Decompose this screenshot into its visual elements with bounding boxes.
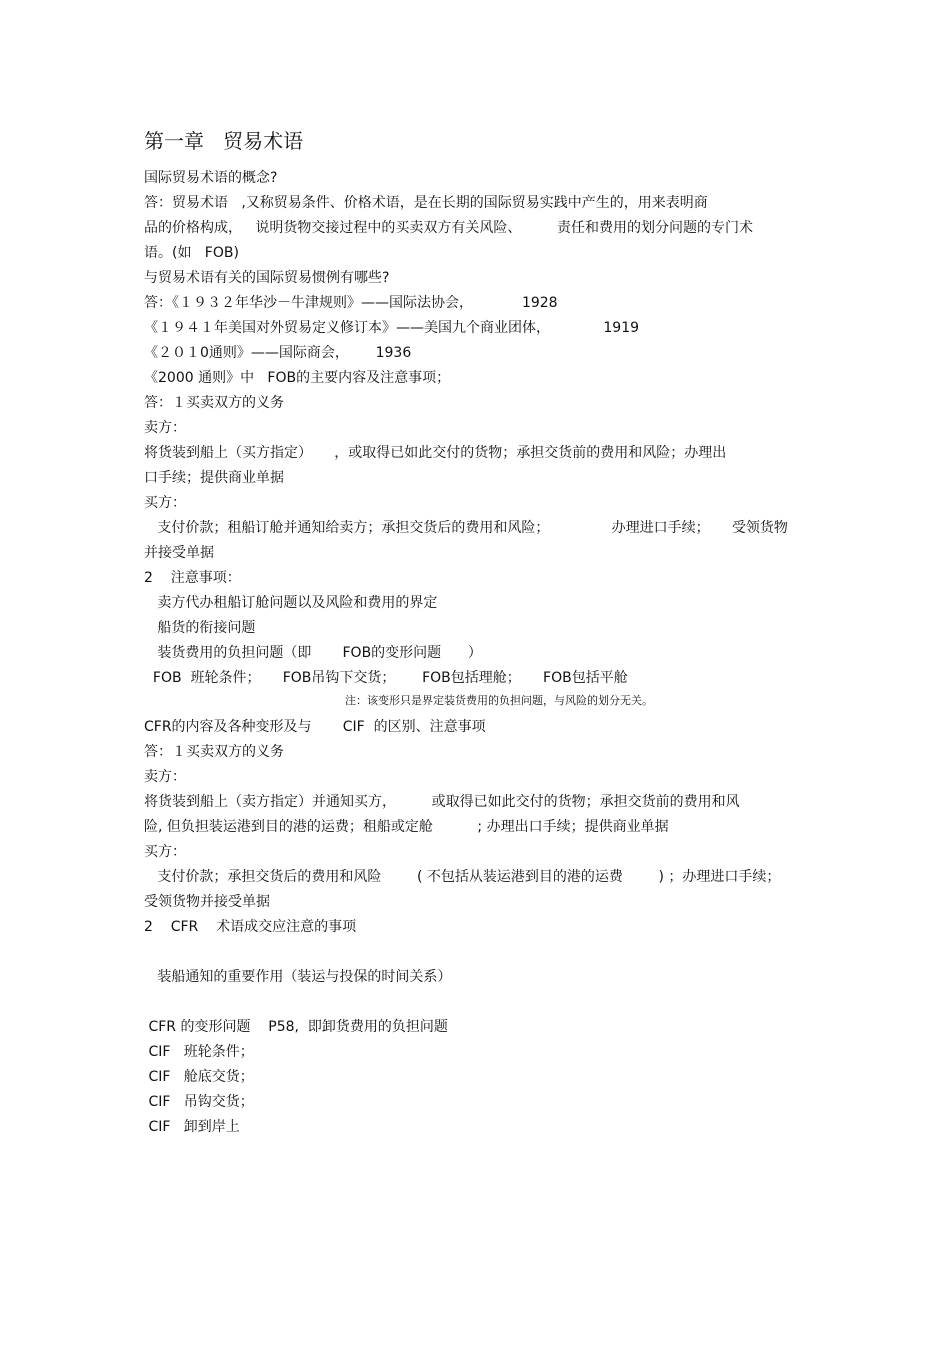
text-line: 受领货物并接受单据 (144, 894, 270, 910)
text-line: 口手续；提供商业单据 (144, 470, 284, 486)
text-line: 装船通知的重要作用（装运与投保的时间关系） (144, 969, 452, 985)
text-line: 答：１买卖双方的义务 (144, 744, 284, 760)
text-line: 卖方： (144, 420, 186, 436)
chapter-title: 第一章 贸易术语 (144, 129, 304, 153)
text-line: 《2000 通则》中 FOB的主要内容及注意事项； (144, 370, 451, 386)
text-line: 卖方代办租船订舱问题以及风险和费用的界定 (144, 595, 438, 611)
text-line: 答：《１９３２年华沙－牛津规则》——国际法协会， 1928 (144, 295, 558, 311)
text-line: CIF 吊钩交货； (144, 1094, 254, 1110)
text-line: 品的价格构成， 说明货物交接过程中的买卖双方有关风险、 责任和费用的划分问题的专门术 (144, 220, 753, 236)
text-line: 国际贸易术语的概念? (144, 170, 278, 186)
text-line: CIF 舱底交货； (144, 1069, 254, 1085)
text-line: 支付价款；租船订舱并通知给卖方；承担交货后的费用和风险； 办理进口手续； 受领货物 (144, 520, 788, 536)
footnote: 注：该变形只是界定装货费用的负担问题，与风险的划分无关。 (345, 694, 653, 707)
text-line: 答：１买卖双方的义务 (144, 395, 284, 411)
text-line: 将货装到船上（买方指定） ，或取得已如此交付的货物；承担交货前的费用和风险；办理出 (144, 445, 727, 461)
text-line: 买方： (144, 844, 186, 860)
text-line: CIF 卸到岸上 (144, 1119, 240, 1135)
text-line: 险, 但负担装运港到目的港的运费；租船或定舱 ; 办理出口手续；提供商业单据 (144, 819, 669, 835)
text-line: 并接受单据 (144, 545, 214, 561)
text-line: 卖方： (144, 769, 186, 785)
text-line: CIF 班轮条件； (144, 1044, 254, 1060)
text-line: 支付价款；承担交货后的费用和风险 ( 不包括从装运港到目的港的运费 ) ；办理进口手续； (144, 869, 781, 885)
text-line: 《２０１0通则》——国际商会， 1936 (144, 345, 412, 361)
text-line: 装货费用的负担问题（即 FOB的变形问题 ） (144, 645, 482, 661)
text-line: CFR 的变形问题 P58, 即卸货费用的负担问题 (144, 1019, 448, 1035)
text-line: FOB 班轮条件； FOB吊钩下交货； FOB包括理舱； FOB包括平舱 (144, 670, 628, 686)
text-line: 与贸易术语有关的国际贸易惯例有哪些? (144, 270, 390, 286)
text-line: 将货装到船上（卖方指定）并通知买方， 或取得已如此交付的货物；承担交货前的费用和风 (144, 794, 740, 810)
text-line: 《１９４１年美国对外贸易定义修订本》——美国九个商业团体， 1919 (144, 320, 640, 336)
text-line: CFR的内容及各种变形及与 CIF 的区别、注意事项 (144, 719, 486, 735)
text-line: 答：贸易术语 ,又称贸易条件、价格术语，是在长期的国际贸易实践中产生的，用来表明商 (144, 195, 708, 211)
text-line: 2 CFR 术语成交应注意的事项 (144, 919, 357, 935)
text-line: 2 注意事项： (144, 570, 241, 586)
text-line: 语。(如 FOB) (144, 245, 239, 261)
text-line: 买方： (144, 495, 186, 511)
text-line: 船货的衔接问题 (144, 620, 256, 636)
